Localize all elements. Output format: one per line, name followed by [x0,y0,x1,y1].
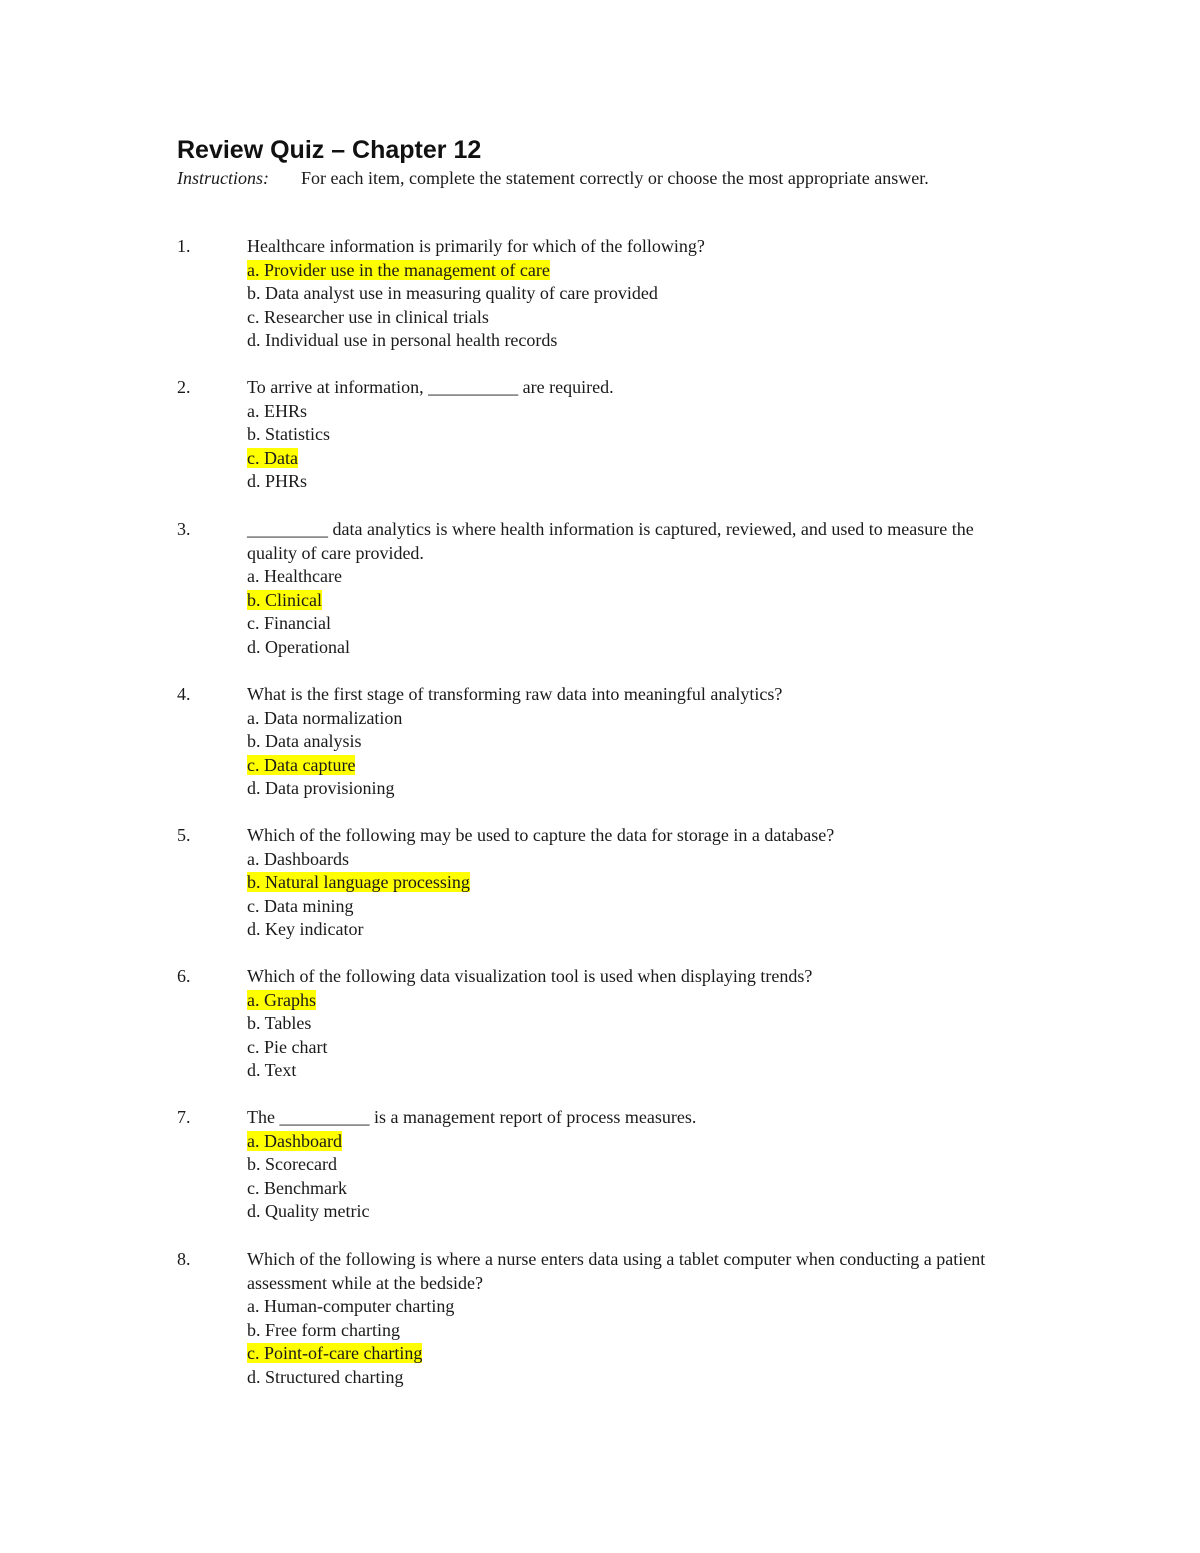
question-number: 1. [177,236,191,256]
answer-option: b. Statistics [247,424,331,444]
question-text: Which of the following may be used to capture the data for storage in a database? [247,825,835,845]
instructions-label: Instructions: [177,168,269,188]
answer-option: a. Data normalization [247,707,403,728]
question-number: 5. [177,825,191,845]
correct-answer-option: a. Graphs [247,989,316,1010]
correct-answer-option: a. Provider use in the management of care [247,259,550,280]
answer-option: d. Text [247,1060,297,1080]
instructions-text: For each item, complete the statement correctly or choose the most appropriate answer. [301,168,929,188]
answer-option: a. Dashboards [247,848,349,869]
answer-option: b. Scorecard [247,1154,337,1174]
question-number: 3. [177,519,191,539]
answer-option: a. Human-computer charting [247,1296,455,1316]
question-text: Which of the following is where a nurse enters data using a tablet computer when conducting a patient assessment while at the bedside? [247,1249,986,1293]
answer-option: d. Individual use in personal health records [247,330,558,350]
page-title: Review Quiz – Chapter 12 [177,136,482,164]
question-text: To arrive at information, __________ are required. [247,377,614,397]
answer-option: d. Quality metric [247,1201,370,1221]
question-text: _________ data analytics is where health information is captured, reviewed, and used to measure the quality of care provided. [247,519,974,563]
correct-answer-option: c. Data capture [247,754,356,775]
question-number: 6. [177,966,191,986]
answer-option: c. Pie chart [247,1036,328,1057]
answer-option: c. Financial [247,613,331,633]
answer-option: c. Researcher use in clinical trials [247,306,489,327]
answer-option: b. Tables [247,1013,312,1033]
answer-option: d. Operational [247,636,350,657]
answer-option: d. PHRs [247,471,308,491]
correct-answer-option: c. Point-of-care charting [247,1343,423,1363]
question-number: 7. [177,1107,191,1127]
answer-option: b. Data analysis [247,731,362,751]
answer-option: d. Key indicator [247,919,364,939]
answer-option: c. Benchmark [247,1177,347,1198]
question-number: 8. [177,1249,191,1269]
answer-option: d. Data provisioning [247,778,395,798]
answer-option: c. Data mining [247,895,354,916]
question-text: The __________ is a management report of process measures. [247,1107,697,1127]
correct-answer-option: b. Natural language processing [247,872,470,892]
question-text: Which of the following data visualization tool is used when displaying trends? [247,966,813,986]
answer-option: d. Structured charting [247,1366,404,1387]
answer-option: b. Data analyst use in measuring quality of care provided [247,283,658,303]
correct-answer-option: b. Clinical [247,589,322,610]
correct-answer-option: c. Data [247,447,298,468]
answer-option: a. Healthcare [247,566,342,586]
answer-option: a. EHRs [247,400,307,421]
question-text: Healthcare information is primarily for which of the following? [247,236,705,256]
question-text: What is the first stage of transforming raw data into meaningful analytics? [247,684,783,704]
answer-option: b. Free form charting [247,1319,400,1340]
question-number: 4. [177,684,191,704]
question-number: 2. [177,377,191,397]
correct-answer-option: a. Dashboard [247,1130,342,1151]
